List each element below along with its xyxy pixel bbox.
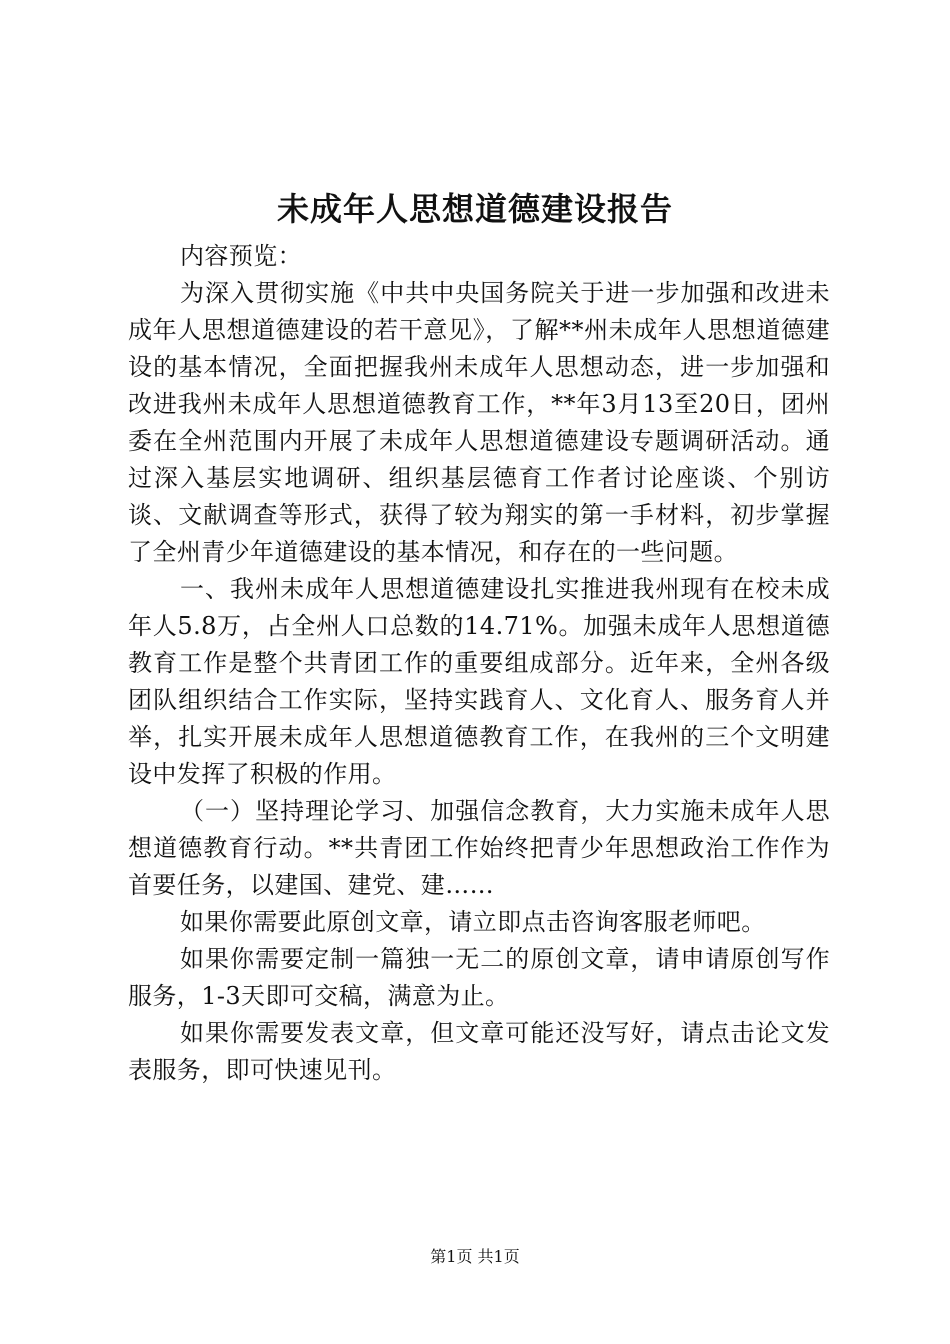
custom-writing-paragraph[interactable]: 如果你需要定制一篇独一无二的原创文章，请申请原创写作服务，1-3天即可交稿，满意为止。	[128, 945, 830, 1010]
document-title: 未成年人思想道德建设报告	[276, 190, 673, 228]
publish-service-paragraph[interactable]: 如果你需要发表文章，但文章可能还没写好，请点击论文发表服务，即可快速见刊。	[128, 1019, 830, 1084]
preview-label: 内容预览：	[180, 242, 302, 270]
consult-link-paragraph[interactable]: 如果你需要此原创文章，请立即点击咨询客服老师吧。	[180, 908, 766, 936]
page-footer: 第1页 共1页	[430, 1247, 520, 1266]
section-one-paragraph: 一、我州未成年人思想道德建设扎实推进我州现有在校未成年人5.8万，占全州人口总数的14.71%。加强未成年人思想道德教育工作是整个共青团工作的重要组成部分。近年来，全州各级团队组织结合工作实际，坚持实践育人、文化育人、服务育人并举，扎实开展未成年人思想道德教育工作，在我州的三个文明建设中发挥了积极的作用。	[128, 575, 830, 788]
document-body	[128, 238, 830, 1089]
intro-paragraph: 为深入贯彻实施《中共中央国务院关于进一步加强和改进未成年人思想道德建设的若干意见》，了解**州未成年人思想道德建设的基本情况，全面把握我州未成年人思想动态，进一步加强和改进我州未成年人思想道德教育工作，**年3月13至20日，团州委在全州范围内开展了未成年人思想道德建设专题调研活动。通过深入基层实地调研、组织基层德育工作者讨论座谈、个别访谈、文献调查等形式，获得了较为翔实的第一手材料，初步掌握了全州青少年道德建设的基本情况，和存在的一些问题。	[128, 279, 830, 566]
subsection-one-paragraph: （一）坚持理论学习、加强信念教育，大力实施未成年人思想道德教育行动。**共青团工作始终把青少年思想政治工作作为首要任务，以建国、建党、建……	[128, 797, 830, 899]
